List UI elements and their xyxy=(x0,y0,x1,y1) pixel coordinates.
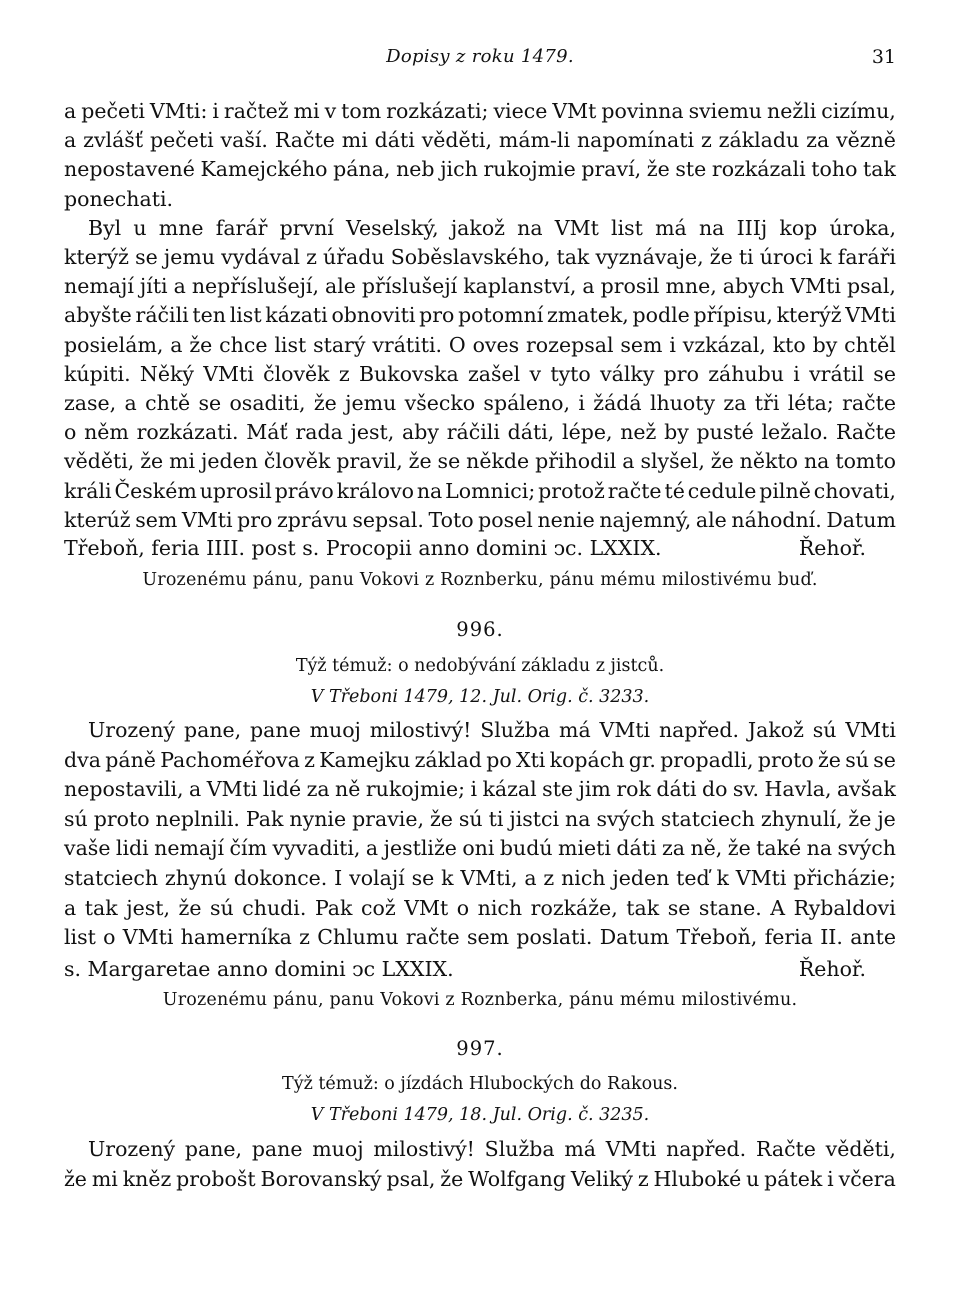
letter-number: 997. xyxy=(456,1037,504,1060)
closing-text: Třeboň, feria IIII. post s. Procopii anno domini ↄc. LXXIX. xyxy=(64,536,662,560)
page-number: 31 xyxy=(871,46,896,68)
text-line: abyšte ráčili ten list kázati obnoviti pro potomní zmatek, podle přípisu, kterýž VMti xyxy=(64,303,896,328)
text-line: a pečeti VMti: i račtež mi v tom rozkázati; viece VMt povinna sviemu nežli cizímu, xyxy=(64,99,896,123)
address-line: Urozenému pánu, panu Vokovi z Roznberku, pánu mému milostivému buď. xyxy=(142,570,818,590)
text-line: nepostavili, a VMti lidé za ně rukojmie; i kázal ste jim rok dáti do sv. Havla, avšak xyxy=(64,777,896,802)
text-line: Byl u mne farář první Veselský, jakož na VMt list má na IIIj kop úroka, xyxy=(88,215,896,240)
running-title: Dopisy z roku 1479. xyxy=(386,46,574,67)
closing-line xyxy=(64,535,896,561)
text-line: věděti, že mi jeden člověk pravil, že se někde přihodil a slyšel, že někto na tomto xyxy=(64,449,896,474)
text-line: kterúž sem VMti pro zprávu sepsal. Toto posel nenie najemný, ale náhodní. Datum xyxy=(64,507,896,532)
text-line: Urozený pane, pane muoj milostivý! Služba má VMti napřed. Jakož sú VMti xyxy=(88,718,896,742)
signature: Řehoř. xyxy=(798,536,866,560)
text-line: nemají jíti a nepříslušejí, ale příslušejí kaplanství, a prosil mne, abych VMti psal, xyxy=(64,274,896,299)
text-line: a zvlášť pečeti vaší. Račte mi dáti věděti, mám-li napomínati z základu za vězně xyxy=(64,128,896,153)
letter-number: 996. xyxy=(456,618,504,641)
text-line: kúpiti. Něký VMti člověk z Bukovska zašel v tyto války pro záhubu i vrátil se xyxy=(64,361,896,386)
closing-text: s. Margaretae anno domini ↄc LXXIX. xyxy=(64,957,454,981)
text-line: ponechati. xyxy=(64,186,174,211)
letter-summary: Týž témuž: o jízdách Hlubockých do Rakous. xyxy=(282,1074,678,1094)
letter-source: V Třeboni 1479, 12. Jul. Orig. č. 3233. xyxy=(310,687,650,707)
text-line: nepostavené Kamejckého pána, neb jich rukojmie praví, že ste rozkázali toho tak xyxy=(64,157,896,182)
text-line: statciech zhynú dokonce. I volají se k VMti, a z nich jeden teď k VMti přicházie; xyxy=(64,866,896,890)
address-line: Urozenému pánu, panu Vokovi z Roznberka, pánu mému milostivému. xyxy=(162,990,798,1010)
text-line: kterýž se jemu vydával z úřadu Soběslavského, tak vyznávaje, že ti úroci k faráři xyxy=(64,245,896,269)
text-line: posielám, a že chce list starý vrátiti. O oves rozepsal sem i vzkázal, kto by chtěl xyxy=(64,332,896,357)
text-line: Urozený pane, pane muoj milostivý! Služba má VMti napřed. Račte věděti, xyxy=(88,1137,896,1161)
text-line: list o VMti hamerníka z Chlumu račte sem poslati. Datum Třeboň, feria II. ante xyxy=(64,925,896,950)
text-line: králi Českém uprosil právo královo na Lomnici; protož račte té cedule pilně chovati, xyxy=(64,478,896,503)
text-line: a tak jest, že sú chudi. Pak což VMt o nich rozkáže, tak se stane. A Rybaldovi xyxy=(64,895,896,920)
text-line: sú proto neplnili. Pak nynie pravie, že sú ti jistci na svých statciech zhynulí, že je xyxy=(64,806,896,831)
page-header xyxy=(64,46,896,76)
text-line: o něm rozkázati. Máť rada jest, aby ráčili dáti, lépe, než by pusté ležalo. Račte xyxy=(64,420,896,445)
text-line: vaše lidi nemají čím vyvaditi, a jestliže oni budú mieti dáti za ně, že také na svých xyxy=(64,836,896,861)
letter-summary: Týž témuž: o nedobývání základu z jistců. xyxy=(295,656,665,676)
text-line: zase, a chtě se osaditi, že jemu všecko spáleno, i žádá lhuoty za tři léta; račte xyxy=(64,391,896,415)
letter-source: V Třeboni 1479, 18. Jul. Orig. č. 3235. xyxy=(310,1105,650,1125)
text-line: dva páně Pachoméřova z Kamejku základ po Xti kopách gr. propadli, proto že sú se xyxy=(64,747,896,772)
text-line: že mi kněz probošt Borovanský psal, že Wolfgang Veliký z Hluboké u pátek i včera xyxy=(64,1166,896,1191)
signature: Řehoř. xyxy=(798,957,866,981)
closing-line xyxy=(64,956,896,982)
